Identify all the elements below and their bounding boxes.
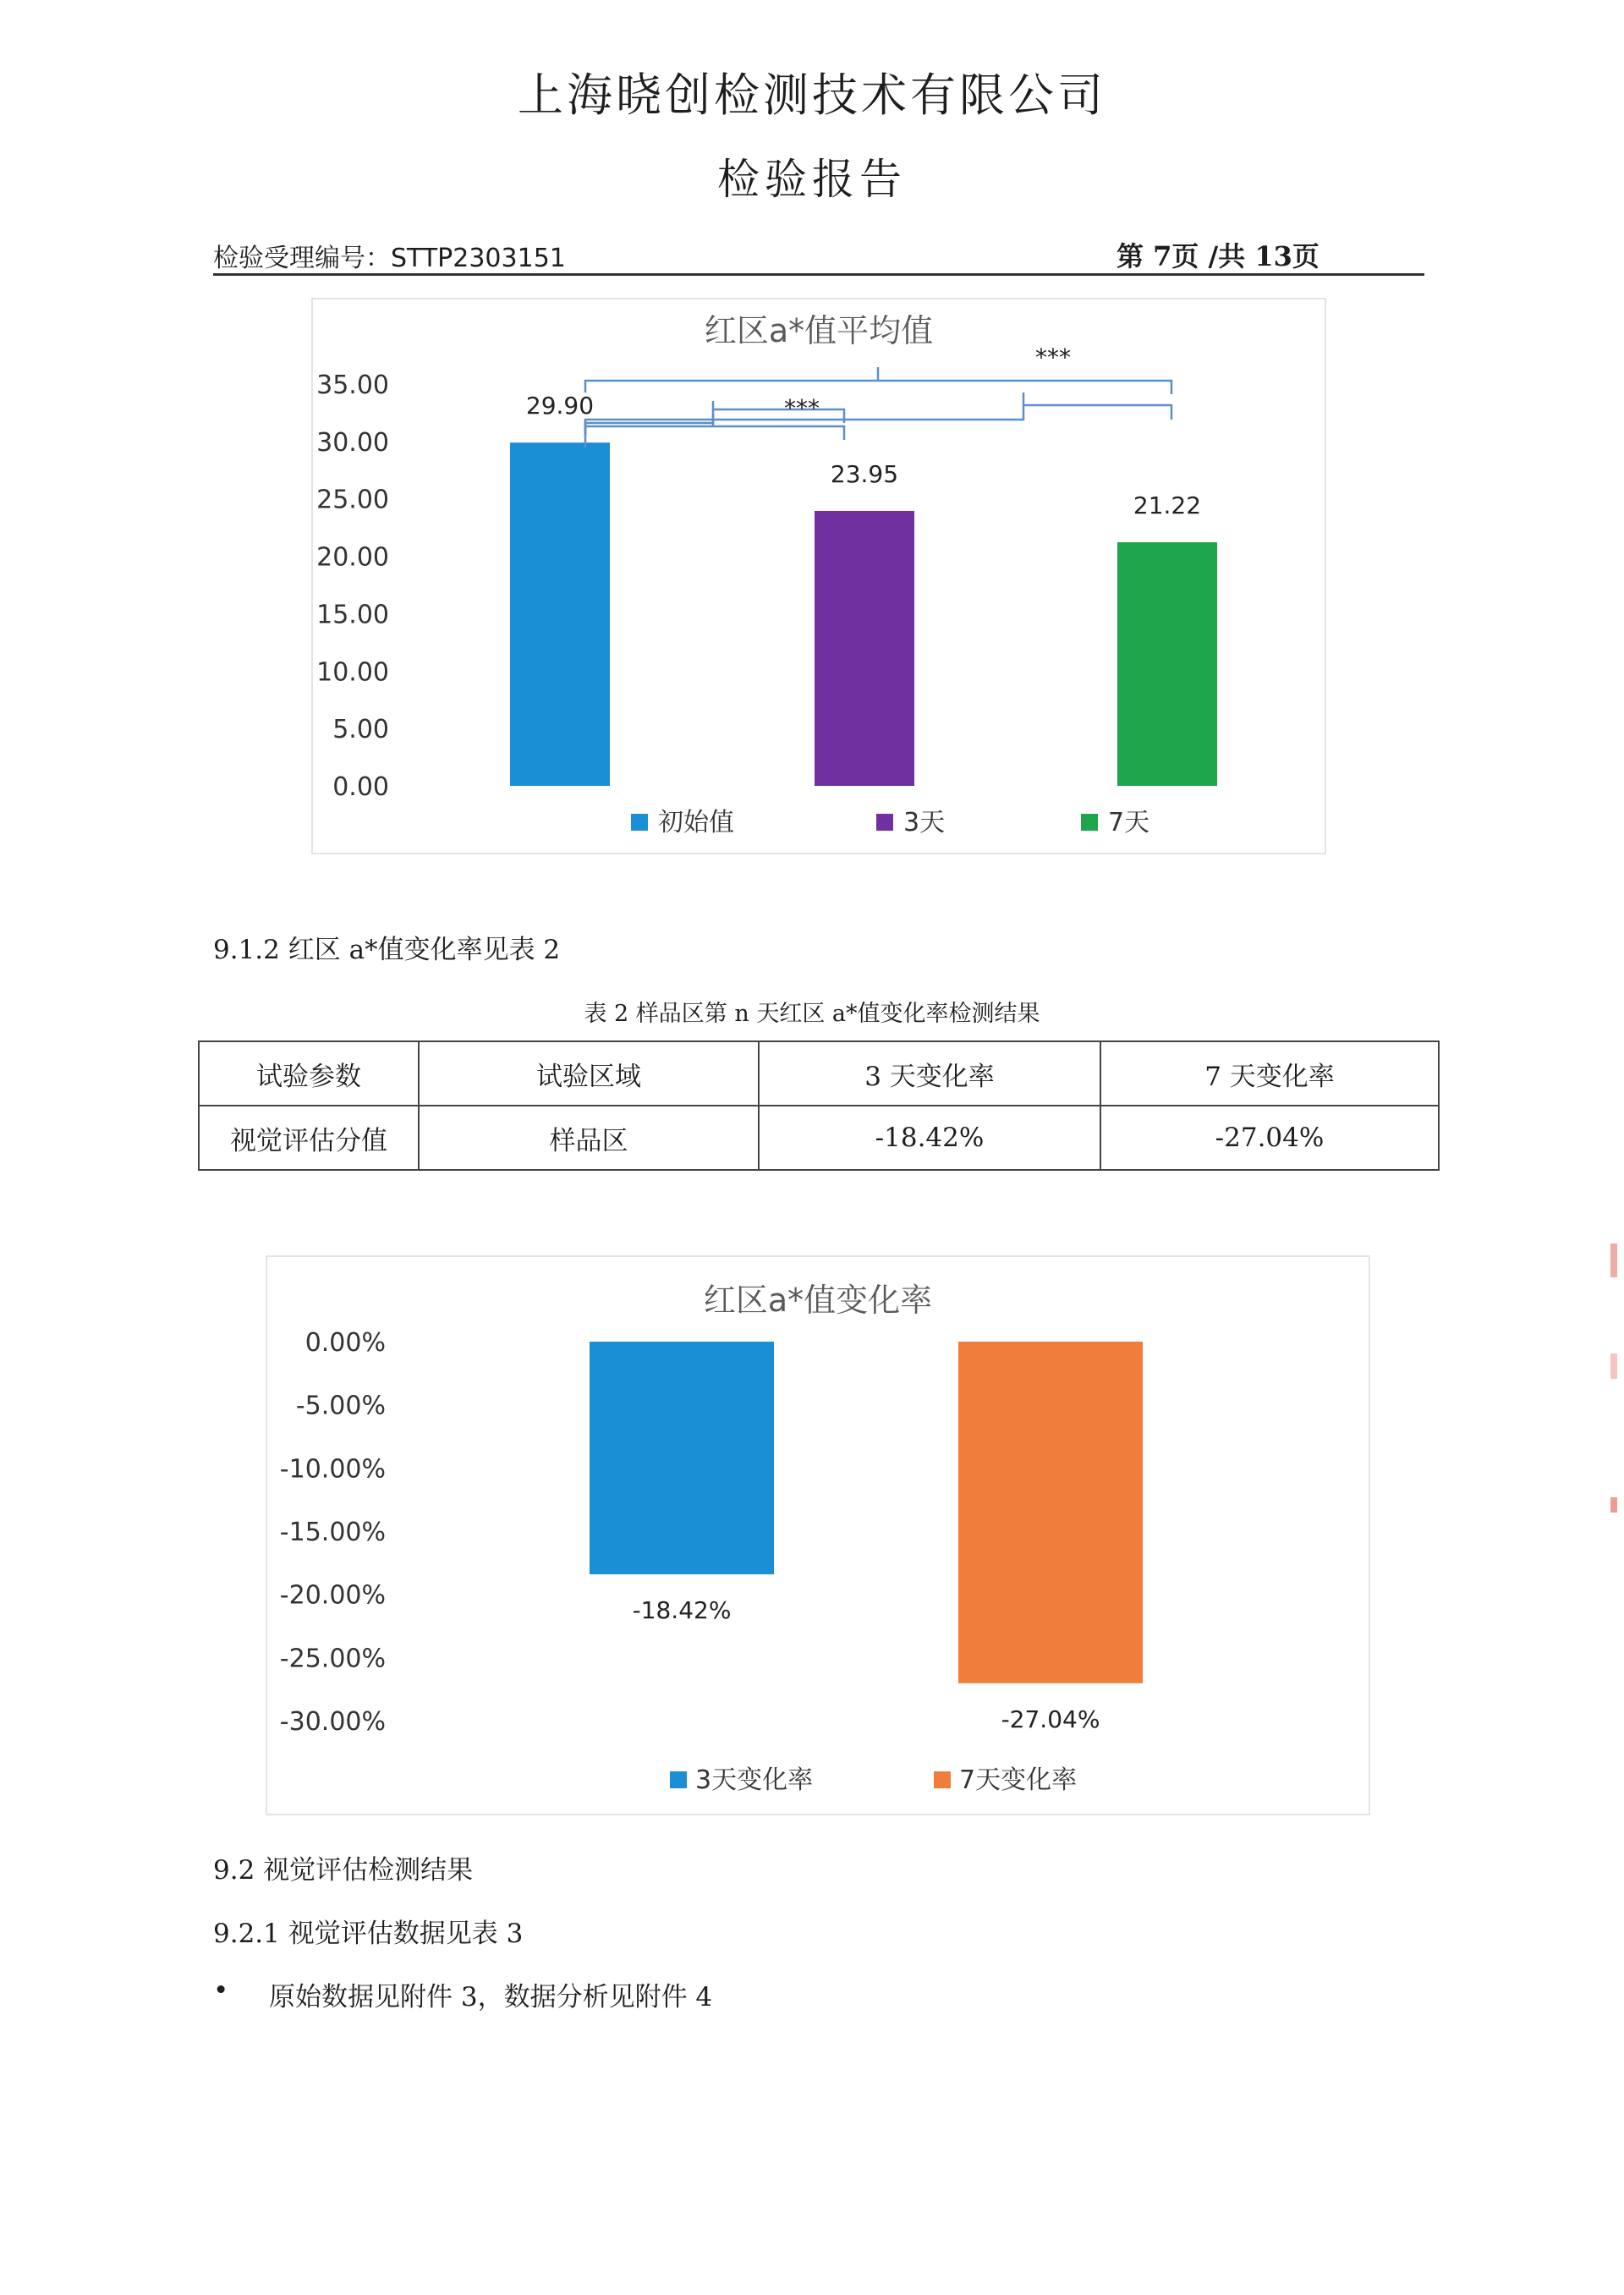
legend-swatch [631,814,648,831]
legend-swatch [934,1771,951,1788]
chart1-svg [313,299,1325,853]
table-row [199,1106,1439,1170]
legend-swatch [876,814,893,831]
bullet-text: 原始数据见附件 3，数据分析见附件 4 [269,1982,713,2012]
bar-1 [510,442,610,786]
table-cell: -27.04% [1100,1106,1439,1170]
legend-label: 初始值 [658,808,734,837]
seal-fragment [1610,1497,1617,1513]
y-tick-label: -5.00% [295,1391,386,1421]
bar-1 [590,1342,774,1574]
y-tick-label: 35.00 [316,371,389,400]
table-header-cell: 3 天变化率 [759,1041,1100,1106]
significance-label-3d: *** [784,394,820,422]
y-tick-label: -10.00% [279,1454,386,1485]
chart-change-rate [266,1255,1370,1815]
bar-3 [1117,542,1217,786]
section-9-2-1: 9.2.1 视觉评估数据见表 3 [213,1919,524,1949]
chart2-title: 红区a*值变化率 [703,1282,933,1319]
y-tick-label: -15.00% [279,1518,386,1547]
chart1-title: 红区a*值平均值 [704,312,934,349]
legend-label: 3天变化率 [695,1765,814,1795]
y-tick-label: 10.00 [316,657,389,688]
y-tick-label: 0.00% [304,1328,386,1358]
significance-label-7d: *** [1035,343,1071,371]
bar-value-label: 21.22 [1133,491,1202,520]
seal-fragment [1610,1353,1617,1379]
seal-fragment [1610,1244,1617,1277]
legend-label: 7天变化率 [959,1765,1078,1795]
bar-value-label: -18.42% [632,1596,732,1625]
table-cell: -18.42% [759,1106,1100,1170]
company-name: 上海晓创检测技术有限公司 [518,69,1106,122]
table2-caption: 表 2 样品区第 n 天红区 a*值变化率检测结果 [584,1001,1040,1027]
bar-value-label: 29.90 [525,392,595,420]
table-header-cell: 试验区域 [419,1041,759,1106]
table-header-cell: 7 天变化率 [1100,1041,1439,1106]
y-tick-label: 20.00 [316,542,389,573]
y-tick-label: 15.00 [316,600,389,630]
y-tick-label: 25.00 [316,485,389,515]
chart-avg-a-value [311,298,1326,854]
y-tick-label: -30.00% [279,1707,386,1737]
legend-label: 7天 [1108,808,1150,837]
y-tick-label: 30.00 [316,427,389,458]
bar-value-label: 23.95 [830,459,899,488]
chart2-svg [267,1257,1369,1814]
table-header-cell: 试验参数 [199,1041,419,1106]
y-tick-label: 5.00 [332,715,389,745]
table-cell: 样品区 [419,1106,759,1170]
bullet-marker: • [213,1975,229,2006]
table2 [198,1040,1440,1171]
y-tick-label: -25.00% [279,1644,386,1674]
bar-2 [815,511,914,786]
report-title: 检验报告 [717,155,907,204]
table-cell: 视觉评估分值 [199,1106,419,1170]
significance-brackets [585,343,1171,448]
bar-2 [958,1342,1143,1683]
y-tick-label: -20.00% [279,1580,386,1611]
legend-swatch [1081,814,1098,831]
y-tick-label: 0.00 [332,772,389,802]
page-indicator: 第 7页 /共 13页 [1116,240,1320,272]
bar-value-label: -27.04% [1001,1705,1100,1733]
legend-label: 3天 [903,808,946,837]
legend-swatch [670,1771,687,1788]
table-header-row [199,1041,1439,1106]
header-divider [213,273,1424,276]
section-9-2: 9.2 视觉评估检测结果 [213,1855,474,1886]
section-9-1-2: 9.1.2 红区 a*值变化率见表 2 [213,935,561,965]
acceptance-number: 检验受理编号：STTP2303151 [213,244,566,273]
